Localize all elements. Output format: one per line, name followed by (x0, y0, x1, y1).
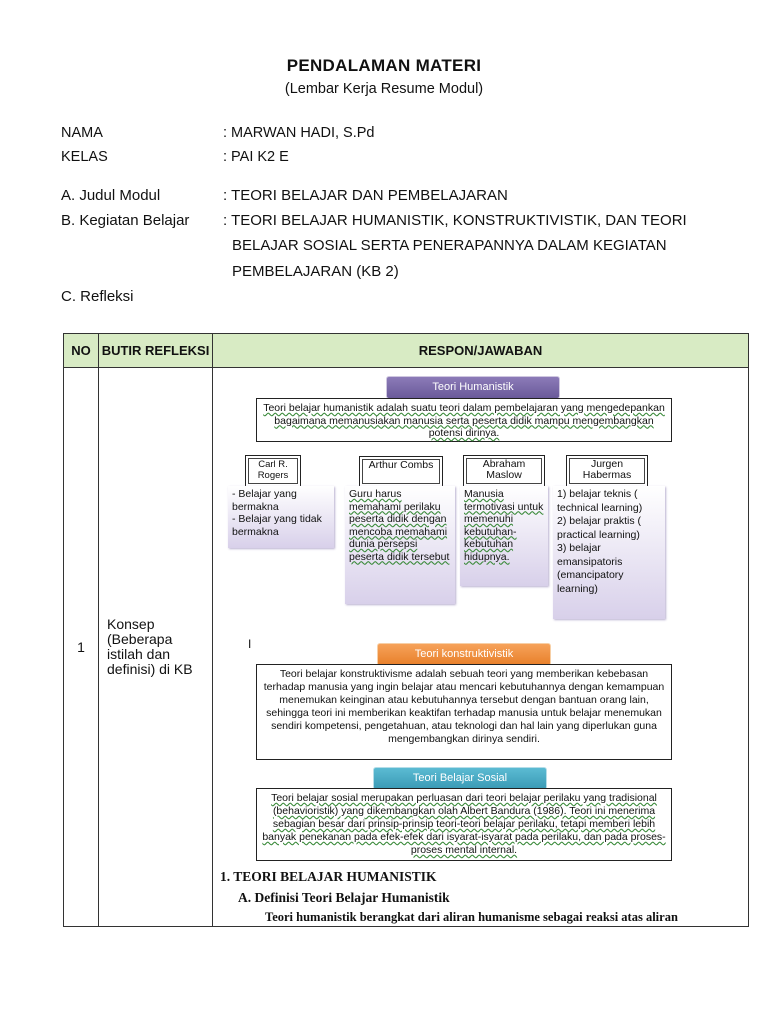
kegiatan-belajar-value-line3: PEMBELAJARAN (KB 2) (232, 263, 399, 280)
row-butir-text: Konsep (Beberapa istilah dan definisi) di KB (107, 616, 193, 677)
figure-maslow-name: Abraham Maslow (463, 455, 545, 487)
sosial-definition-box (256, 788, 672, 861)
konstruktivistik-title-pill: Teori konstruktivistik (377, 643, 551, 666)
kelas-label: KELAS (61, 149, 108, 165)
konstruktivistik-definition-part1: Teori belajar konstruktivisme adalah sebuah teori yang memberikan kebebasan terhadap manusia yang ingin belajar atau mencari kebutuhannya dengan kemampuan menemukan keinginan atau kebutuhannya tersebut dengan bantuan orang lain, (263, 668, 665, 706)
page-subtitle: (Lembar Kerja Resume Modul) (284, 81, 484, 97)
judul-modul-value: : TEORI BELAJAR DAN PEMBELAJARAN (223, 187, 508, 204)
figure-combs-name: Arthur Combs (359, 456, 443, 487)
figure-combs-desc (345, 486, 455, 604)
heading-definisi: A. Definisi Teori Belajar Humanistik (238, 890, 450, 905)
sosial-definition-text: Teori belajar sosial merupakan perluasan dari teori belajar perilaku yang tradisional (behavioristik) yang dikembangkan olah Albert Bandura (1986). Teori ini menerima sebagian besar dari prinsip-prinsip teori-teori belajar perilaku, tetapi memberi lebih banyak penekanan pada efek-efek dari isyarat-isyarat pada perilaku, dan pada proses-proses mental internal. (262, 792, 666, 856)
page-title: PENDALAMAN MATERI (286, 56, 482, 75)
kelas-value: : PAI K2 E (223, 149, 289, 165)
heading-teori-humanistik: 1. TEORI BELAJAR HUMANISTIK (220, 869, 437, 884)
sosial-title-pill: Teori Belajar Sosial (373, 767, 547, 790)
refleksi-label: C. Refleksi (61, 288, 134, 305)
figure-habermas-desc: 1) belajar teknis ( technical learning) 2) belajar praktis ( practical learning) 3) belajar emansipatoris (emancipatory learning) (553, 486, 665, 619)
table-header-row (64, 334, 749, 368)
header-respon: RESPON/JAWABAN (213, 334, 749, 368)
kegiatan-belajar-label: B. Kegiatan Belajar (61, 212, 190, 229)
judul-modul-label: A. Judul Modul (61, 187, 161, 204)
konstruktivistik-definition-box (256, 664, 672, 760)
kegiatan-belajar-value-line2: BELAJAR SOSIAL SERTA PENERAPANNYA DALAM KEGIATAN (232, 237, 667, 254)
humanistik-title-pill: Teori Humanistik (386, 376, 560, 399)
header-no: NO (64, 334, 99, 368)
figure-rogers-desc: - Belajar yang bermakna - Belajar yang tidak bermakna (228, 486, 334, 548)
humanistik-definition-box (256, 398, 672, 442)
figure-maslow-desc-text: Manusia termotivasi untuk memenuhi kebutuhan-kebutuhan hidupnya. (464, 488, 544, 563)
row-butir (99, 368, 213, 927)
nama-label: NAMA (61, 125, 103, 141)
row-number: 1 (64, 368, 99, 927)
stray-mark: I (248, 637, 252, 651)
paragraph-humanistik: Teori humanistik berangkat dari aliran humanisme sebagai reaksi atas aliran (265, 910, 678, 924)
figure-rogers-name: Carl R. Rogers (245, 455, 301, 487)
konstruktivistik-definition-part2: sehingga teori ini memberikan keaktifan terhadap manusia untuk belajar menemukan sendiri kompetensi, pengetahuan, atau teknologi dan hal lain yang diperlukan guna mengembangkan dirinya sendiri. (266, 707, 662, 745)
kegiatan-belajar-value-line1: : TEORI BELAJAR HUMANISTIK, KONSTRUKTIVISTIK, DAN TEORI (223, 212, 687, 229)
humanistik-definition-text: Teori belajar humanistik adalah suatu teori dalam pembelajaran yang mengedepankan bagaimana memanusiakan manusia serta peserta didik mampu mengembangkan potensi dirinya. (263, 402, 665, 439)
header-butir: BUTIR REFLEKSI (99, 334, 213, 368)
figure-habermas-name: Jurgen Habermas (566, 455, 648, 487)
figure-combs-desc-text: Guru harus memahami perilaku peserta didik dengan mencoba memahami dunia persepsi peserta didik tersebut (349, 488, 450, 563)
figure-maslow-desc (460, 486, 548, 586)
nama-value: : MARWAN HADI, S.Pd (223, 125, 375, 141)
